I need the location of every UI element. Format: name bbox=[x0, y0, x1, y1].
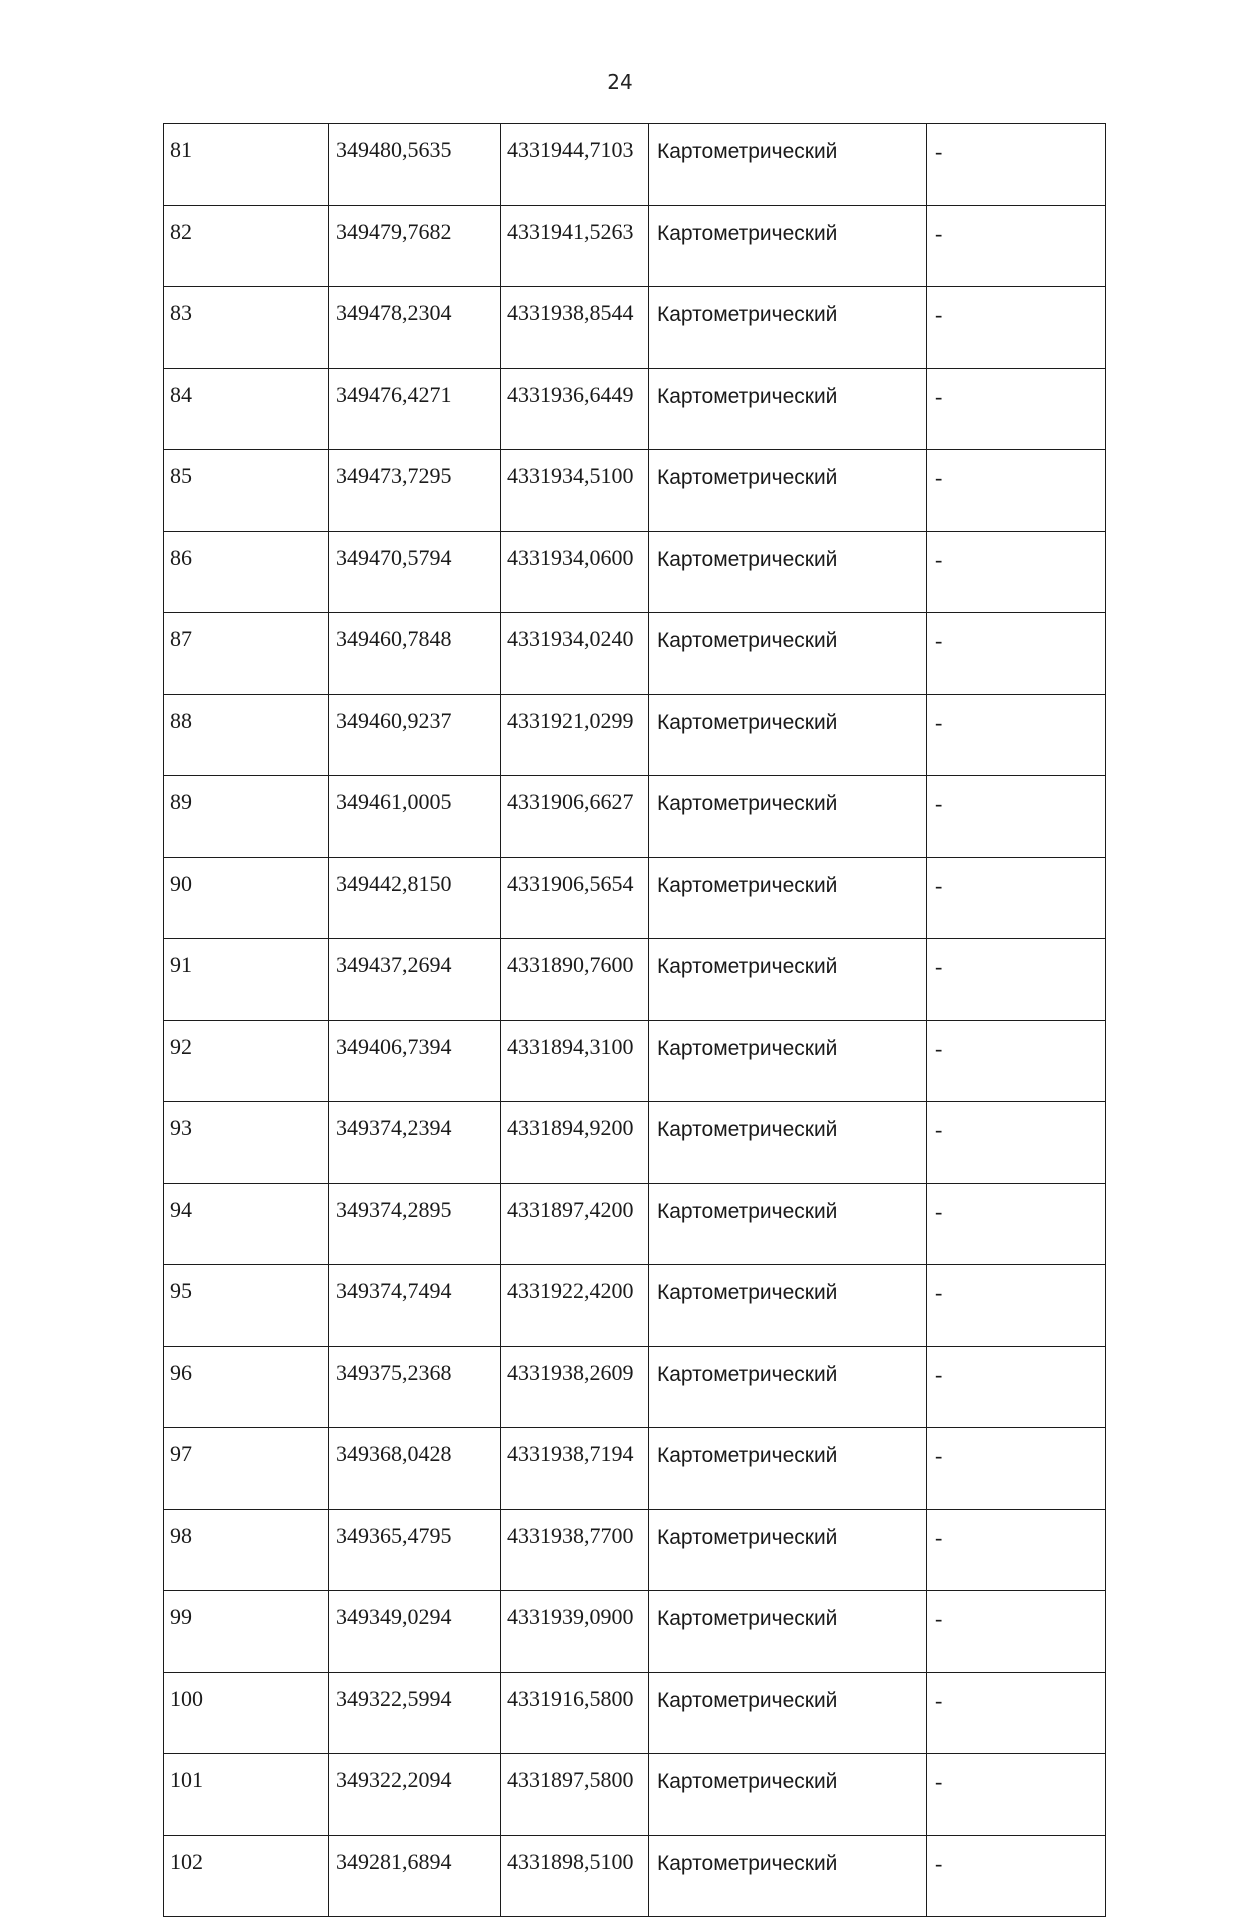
table-row bbox=[164, 1672, 1106, 1754]
point-number-cell: 82 bbox=[164, 205, 329, 287]
coordinates-table bbox=[163, 123, 1106, 1917]
point-number-cell: 95 bbox=[164, 1265, 329, 1347]
point-number-cell: 87 bbox=[164, 613, 329, 695]
note-cell: - bbox=[927, 857, 1106, 939]
note-cell: - bbox=[927, 1020, 1106, 1102]
table-row bbox=[164, 857, 1106, 939]
y-coordinate-cell: 4331894,9200 bbox=[501, 1102, 649, 1184]
x-coordinate-cell: 349368,0428 bbox=[329, 1428, 501, 1510]
point-number-cell: 83 bbox=[164, 287, 329, 369]
note-cell: - bbox=[927, 776, 1106, 858]
y-coordinate-cell: 4331944,7103 bbox=[501, 124, 649, 206]
table-row bbox=[164, 1754, 1106, 1836]
table-row bbox=[164, 205, 1106, 287]
note-cell: - bbox=[927, 1183, 1106, 1265]
x-coordinate-cell: 349473,7295 bbox=[329, 450, 501, 532]
note-cell: - bbox=[927, 1672, 1106, 1754]
y-coordinate-cell: 4331934,5100 bbox=[501, 450, 649, 532]
point-number-cell: 92 bbox=[164, 1020, 329, 1102]
y-coordinate-cell: 4331938,2609 bbox=[501, 1346, 649, 1428]
point-number-cell: 88 bbox=[164, 694, 329, 776]
x-coordinate-cell: 349281,6894 bbox=[329, 1835, 501, 1917]
x-coordinate-cell: 349406,7394 bbox=[329, 1020, 501, 1102]
method-cell: Картометрический bbox=[649, 1672, 927, 1754]
note-cell: - bbox=[927, 287, 1106, 369]
method-cell: Картометрический bbox=[649, 857, 927, 939]
y-coordinate-cell: 4331906,6627 bbox=[501, 776, 649, 858]
y-coordinate-cell: 4331941,5263 bbox=[501, 205, 649, 287]
point-number-cell: 91 bbox=[164, 939, 329, 1021]
note-cell: - bbox=[927, 1346, 1106, 1428]
note-cell: - bbox=[927, 205, 1106, 287]
point-number-cell: 99 bbox=[164, 1591, 329, 1673]
point-number-cell: 96 bbox=[164, 1346, 329, 1428]
y-coordinate-cell: 4331939,0900 bbox=[501, 1591, 649, 1673]
point-number-cell: 101 bbox=[164, 1754, 329, 1836]
x-coordinate-cell: 349349,0294 bbox=[329, 1591, 501, 1673]
y-coordinate-cell: 4331936,6449 bbox=[501, 368, 649, 450]
note-cell: - bbox=[927, 1265, 1106, 1347]
note-cell: - bbox=[927, 1591, 1106, 1673]
y-coordinate-cell: 4331938,7194 bbox=[501, 1428, 649, 1510]
note-cell: - bbox=[927, 450, 1106, 532]
method-cell: Картометрический bbox=[649, 939, 927, 1021]
table-row bbox=[164, 1428, 1106, 1510]
y-coordinate-cell: 4331916,5800 bbox=[501, 1672, 649, 1754]
y-coordinate-cell: 4331897,4200 bbox=[501, 1183, 649, 1265]
note-cell: - bbox=[927, 124, 1106, 206]
note-cell: - bbox=[927, 1835, 1106, 1917]
table-row bbox=[164, 939, 1106, 1021]
method-cell: Картометрический bbox=[649, 1591, 927, 1673]
x-coordinate-cell: 349322,5994 bbox=[329, 1672, 501, 1754]
x-coordinate-cell: 349479,7682 bbox=[329, 205, 501, 287]
x-coordinate-cell: 349460,7848 bbox=[329, 613, 501, 695]
table-row bbox=[164, 531, 1106, 613]
x-coordinate-cell: 349375,2368 bbox=[329, 1346, 501, 1428]
point-number-cell: 94 bbox=[164, 1183, 329, 1265]
y-coordinate-cell: 4331897,5800 bbox=[501, 1754, 649, 1836]
x-coordinate-cell: 349374,7494 bbox=[329, 1265, 501, 1347]
note-cell: - bbox=[927, 1102, 1106, 1184]
note-cell: - bbox=[927, 694, 1106, 776]
y-coordinate-cell: 4331934,0600 bbox=[501, 531, 649, 613]
x-coordinate-cell: 349374,2394 bbox=[329, 1102, 501, 1184]
method-cell: Картометрический bbox=[649, 1020, 927, 1102]
method-cell: Картометрический bbox=[649, 1835, 927, 1917]
table-row bbox=[164, 1020, 1106, 1102]
method-cell: Картометрический bbox=[649, 124, 927, 206]
y-coordinate-cell: 4331898,5100 bbox=[501, 1835, 649, 1917]
coordinates-table-body bbox=[164, 124, 1106, 1917]
table-row bbox=[164, 1591, 1106, 1673]
note-cell: - bbox=[927, 1754, 1106, 1836]
method-cell: Картометрический bbox=[649, 368, 927, 450]
table-row bbox=[164, 1346, 1106, 1428]
point-number-cell: 84 bbox=[164, 368, 329, 450]
table-row bbox=[164, 1183, 1106, 1265]
table-row bbox=[164, 1265, 1106, 1347]
x-coordinate-cell: 349470,5794 bbox=[329, 531, 501, 613]
x-coordinate-cell: 349476,4271 bbox=[329, 368, 501, 450]
y-coordinate-cell: 4331890,7600 bbox=[501, 939, 649, 1021]
y-coordinate-cell: 4331906,5654 bbox=[501, 857, 649, 939]
method-cell: Картометрический bbox=[649, 205, 927, 287]
y-coordinate-cell: 4331938,8544 bbox=[501, 287, 649, 369]
method-cell: Картометрический bbox=[649, 1183, 927, 1265]
point-number-cell: 90 bbox=[164, 857, 329, 939]
x-coordinate-cell: 349478,2304 bbox=[329, 287, 501, 369]
note-cell: - bbox=[927, 1428, 1106, 1510]
table-row bbox=[164, 368, 1106, 450]
y-coordinate-cell: 4331922,4200 bbox=[501, 1265, 649, 1347]
note-cell: - bbox=[927, 939, 1106, 1021]
note-cell: - bbox=[927, 531, 1106, 613]
page-number: 24 bbox=[607, 70, 633, 94]
x-coordinate-cell: 349322,2094 bbox=[329, 1754, 501, 1836]
method-cell: Картометрический bbox=[649, 694, 927, 776]
method-cell: Картометрический bbox=[649, 1509, 927, 1591]
point-number-cell: 81 bbox=[164, 124, 329, 206]
y-coordinate-cell: 4331938,7700 bbox=[501, 1509, 649, 1591]
x-coordinate-cell: 349437,2694 bbox=[329, 939, 501, 1021]
table-row bbox=[164, 1102, 1106, 1184]
point-number-cell: 97 bbox=[164, 1428, 329, 1510]
method-cell: Картометрический bbox=[649, 1428, 927, 1510]
x-coordinate-cell: 349365,4795 bbox=[329, 1509, 501, 1591]
point-number-cell: 85 bbox=[164, 450, 329, 532]
x-coordinate-cell: 349460,9237 bbox=[329, 694, 501, 776]
point-number-cell: 100 bbox=[164, 1672, 329, 1754]
method-cell: Картометрический bbox=[649, 531, 927, 613]
method-cell: Картометрический bbox=[649, 1102, 927, 1184]
x-coordinate-cell: 349374,2895 bbox=[329, 1183, 501, 1265]
x-coordinate-cell: 349480,5635 bbox=[329, 124, 501, 206]
method-cell: Картометрический bbox=[649, 1754, 927, 1836]
note-cell: - bbox=[927, 613, 1106, 695]
table-row bbox=[164, 450, 1106, 532]
y-coordinate-cell: 4331921,0299 bbox=[501, 694, 649, 776]
table-row bbox=[164, 287, 1106, 369]
point-number-cell: 98 bbox=[164, 1509, 329, 1591]
method-cell: Картометрический bbox=[649, 450, 927, 532]
method-cell: Картометрический bbox=[649, 287, 927, 369]
point-number-cell: 86 bbox=[164, 531, 329, 613]
table-row bbox=[164, 694, 1106, 776]
method-cell: Картометрический bbox=[649, 1265, 927, 1347]
table-row bbox=[164, 1835, 1106, 1917]
note-cell: - bbox=[927, 368, 1106, 450]
point-number-cell: 93 bbox=[164, 1102, 329, 1184]
method-cell: Картометрический bbox=[649, 613, 927, 695]
note-cell: - bbox=[927, 1509, 1106, 1591]
x-coordinate-cell: 349461,0005 bbox=[329, 776, 501, 858]
method-cell: Картометрический bbox=[649, 1346, 927, 1428]
x-coordinate-cell: 349442,8150 bbox=[329, 857, 501, 939]
table-row bbox=[164, 1509, 1106, 1591]
y-coordinate-cell: 4331934,0240 bbox=[501, 613, 649, 695]
y-coordinate-cell: 4331894,3100 bbox=[501, 1020, 649, 1102]
point-number-cell: 102 bbox=[164, 1835, 329, 1917]
table-row bbox=[164, 613, 1106, 695]
method-cell: Картометрический bbox=[649, 776, 927, 858]
table-row bbox=[164, 776, 1106, 858]
point-number-cell: 89 bbox=[164, 776, 329, 858]
table-row bbox=[164, 124, 1106, 206]
